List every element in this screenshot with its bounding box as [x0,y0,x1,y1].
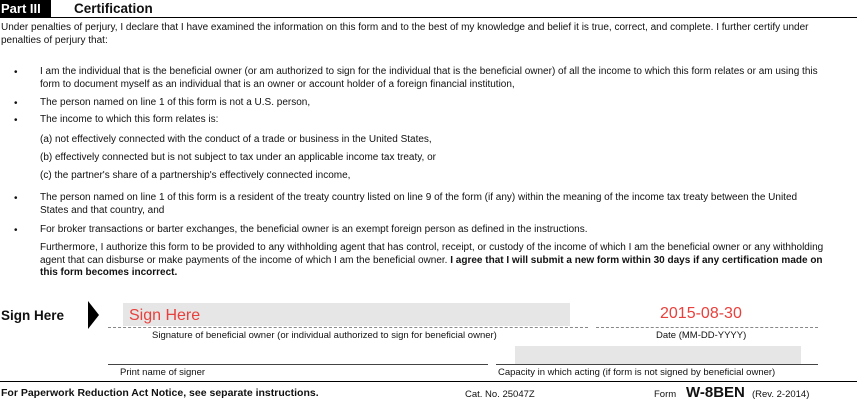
furthermore-agreement: I agree that I will submit a new form within 30 days if any certification made on this form becomes incorrect. [40,254,823,278]
paperwork-notice: For Paperwork Reduction Act Notice, see separate instructions. [1,387,319,399]
date-line [596,327,818,328]
cert-subitem-b: (b) effectively connected but is not subject to tax under an applicable income tax treaty, or [40,152,436,163]
intro-text: Under penalties of perjury, I declare that I have examined the information on this form and to the best of my knowledge and belief it is true, correct, and complete. I further certify under penalties of perjury that: [1,22,809,46]
bullet-icon: • [14,193,18,204]
capacity-line [496,364,818,365]
capacity-field[interactable] [515,346,801,364]
cert-item-1: I am the individual that is the beneficial owner (or am authorized to sign for the individual that is the beneficial owner) of all the income to which this form relates or am using this form to document myself as an individual that is an owner or account holder of a foreign financial institution, [40,66,818,90]
signature-field[interactable]: Sign Here [123,303,570,326]
form-word: Form [654,389,677,400]
print-name-line [108,364,488,365]
date-caption: Date (MM-DD-YYYY) [656,330,747,341]
form-revision: (Rev. 2-2014) [752,389,810,400]
bullet-icon: • [14,115,18,126]
print-name-caption: Print name of signer [120,367,206,378]
cert-subitem-c: (c) the partner's share of a partnership's effectively connected income, [40,170,351,181]
header-rule [0,17,857,18]
furthermore-statement: Furthermore, I authorize this form to be provided to any withholding agent that has control, receipt, or custody of the income of which I am the beneficial owner or any withholding agent that can disburse or make payments of the income of which I am the beneficial owner. [40,242,824,266]
signature-line [108,327,588,328]
cert-subitem-a: (a) not effectively connected with the conduct of a trade or business in the United States, [40,134,432,145]
cert-item-3: The income to which this form relates is: [40,114,219,125]
catalog-number: Cat. No. 25047Z [465,389,535,400]
part-label: Part III [0,0,51,17]
arrow-right-icon [88,301,99,329]
furthermore-text [40,242,825,280]
sign-here-label: Sign Here [1,308,65,323]
capacity-caption: Capacity in which acting (if form is not signed by beneficial owner) [498,367,776,378]
signature-caption: Signature of beneficial owner (or individual authorized to sign for beneficial owner) [152,330,497,341]
form-name: W-8BEN [686,384,745,401]
bullet-icon: • [14,67,18,78]
cert-item-5: For broker transactions or barter exchanges, the beneficial owner is an exempt foreign person as defined in the instructions. [40,224,588,235]
section-title: Certification [74,1,153,16]
footer-rule [0,381,857,382]
bullet-icon: • [14,225,18,236]
bullet-icon: • [14,98,18,109]
cert-item-4: The person named on line 1 of this form is a resident of the treaty country listed on line 9 of the form (if any) within the meaning of the income tax treaty between the United States and that country, and [40,192,798,216]
date-field[interactable]: 2015-08-30 [660,305,742,322]
cert-item-2: The person named on line 1 of this form is not a U.S. person, [40,97,311,108]
